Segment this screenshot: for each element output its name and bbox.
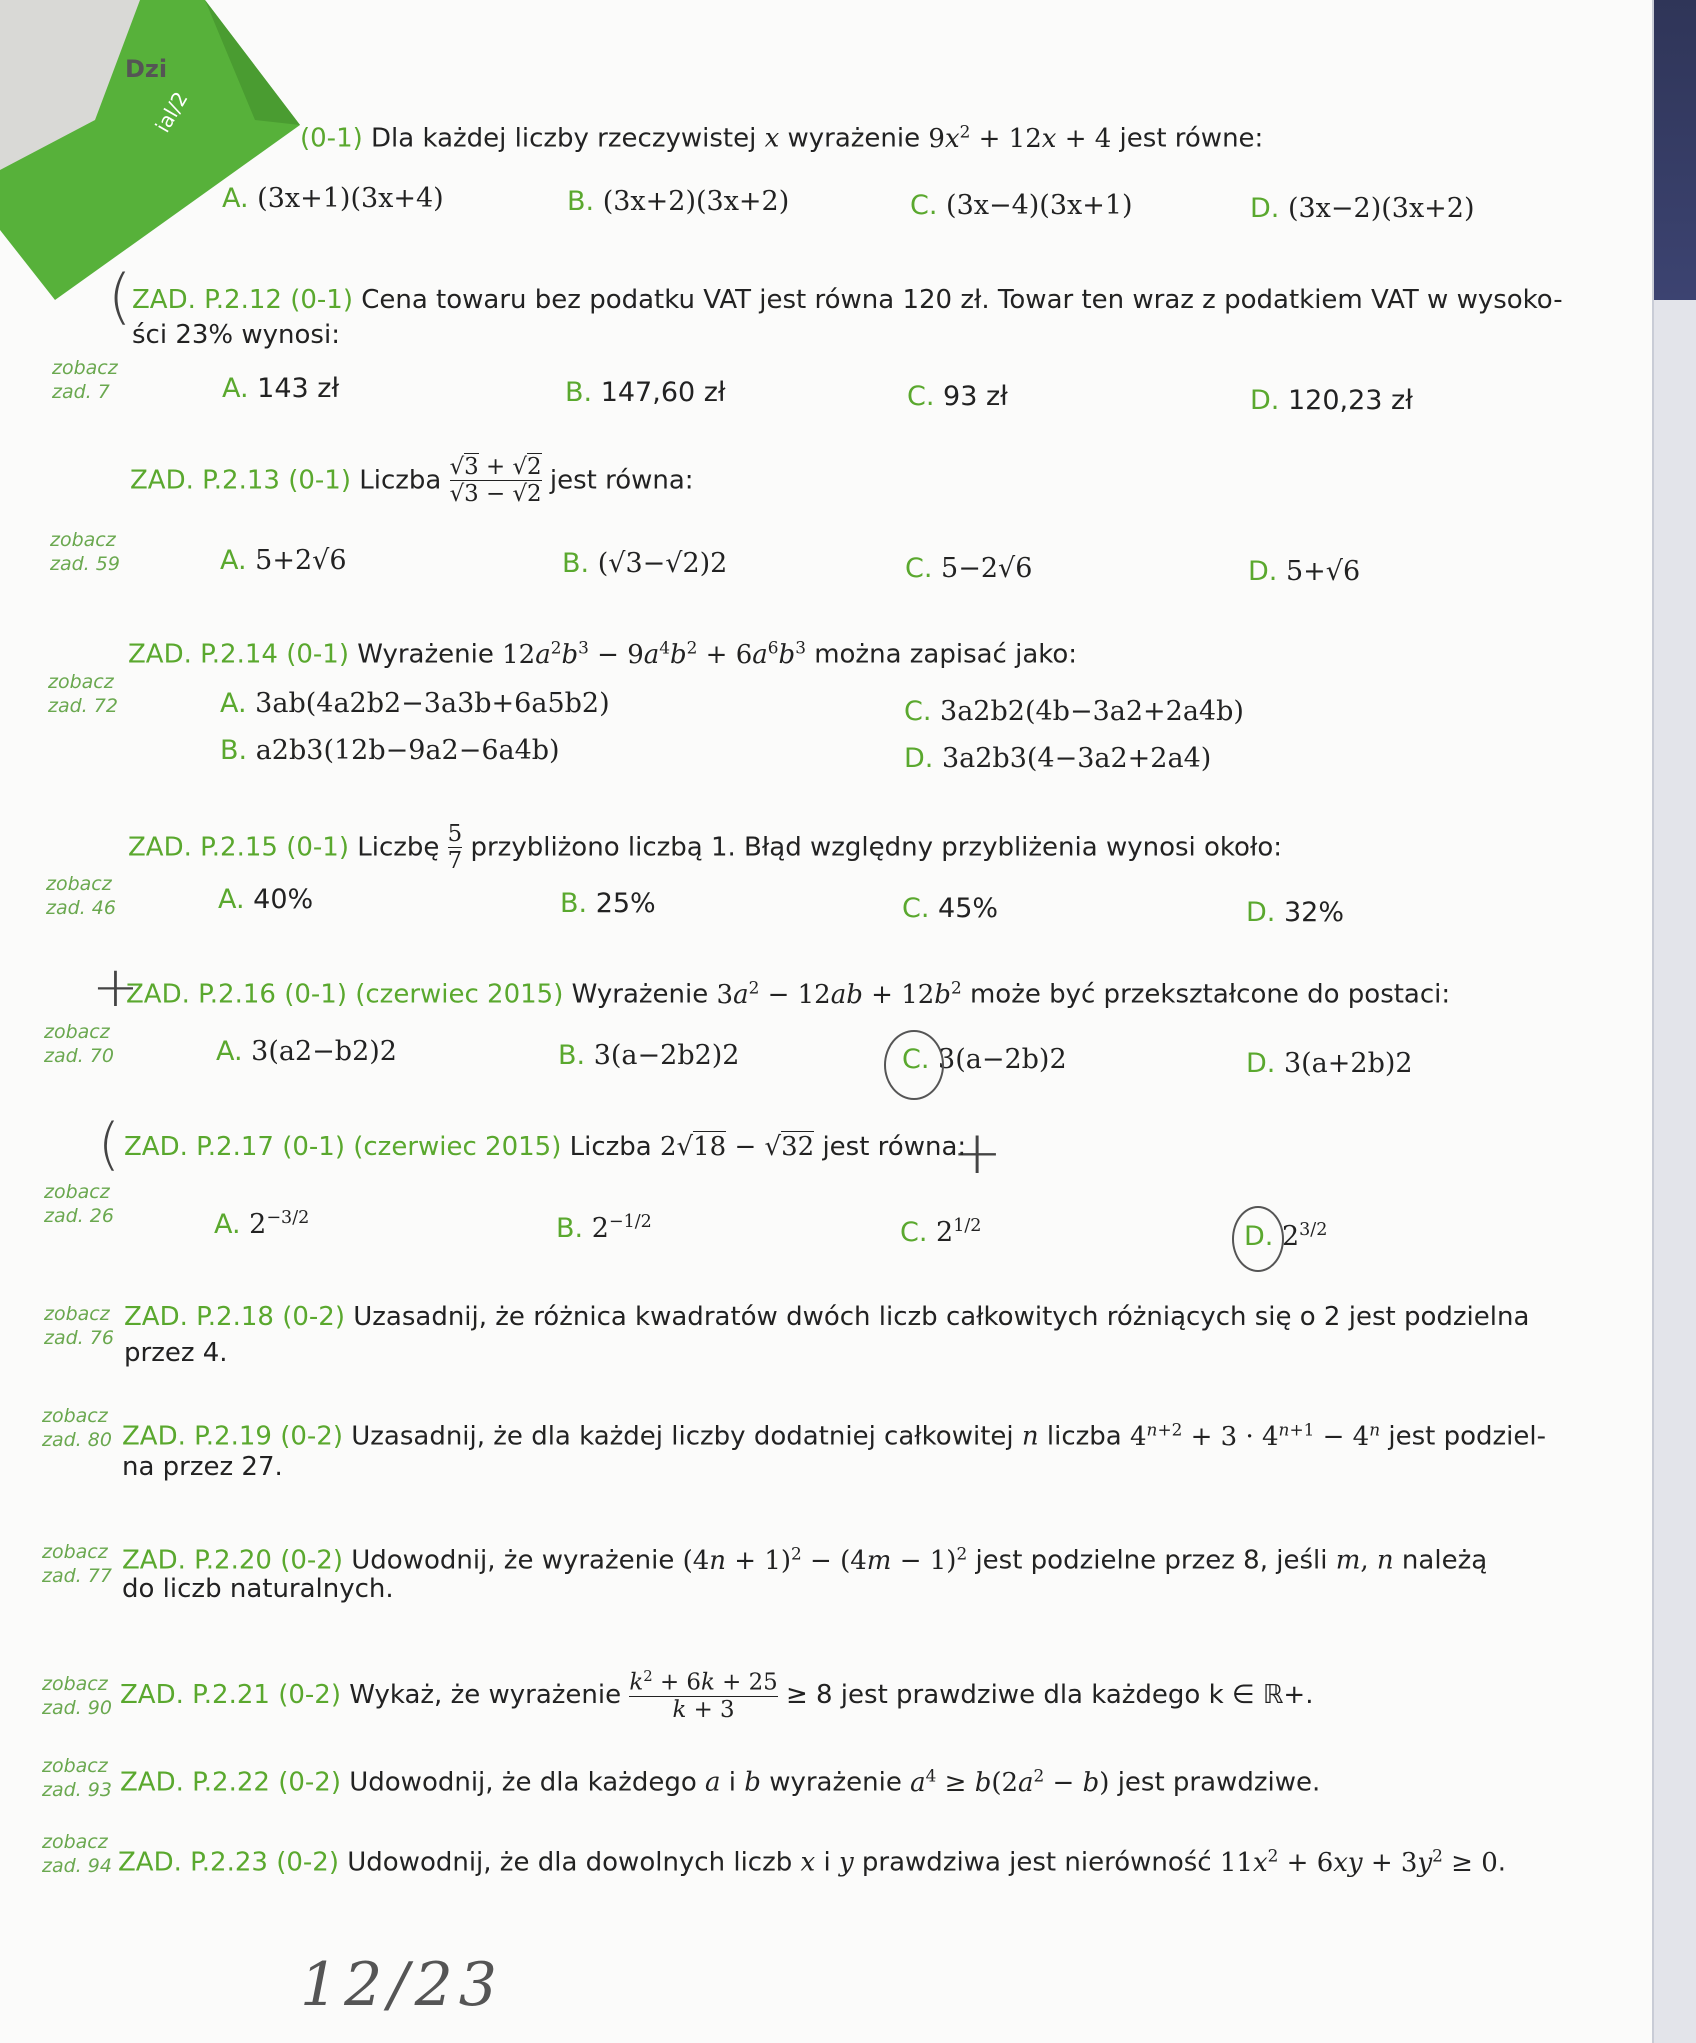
task-17-source: (czerwiec 2015) <box>353 1132 562 1162</box>
pen-plus-mark-16: + <box>92 955 139 1020</box>
task-16-points: (0-1) <box>284 979 347 1010</box>
corner-header-text: Dzi <box>125 55 168 83</box>
task-19-question: ZAD. P.2.19 (0-2) Uzasadnij, że dla każdej liczby dodatniej całkowitej n liczba $4^{n+2} + 3 \cdot 4^{n+1} - 4^n$ jest podziel- <box>122 1419 1546 1452</box>
task-14-answer-c[interactable]: C. 3a2b2(4b−3a2+2a4b) <box>904 696 1244 727</box>
task-16-code: ZAD. P.2.16 <box>126 979 276 1010</box>
task-22-points: (0-2) <box>278 1767 341 1798</box>
task-19-code: ZAD. P.2.19 <box>122 1421 272 1452</box>
task-18-line2: przez 4. <box>124 1338 228 1368</box>
task-23-question: ZAD. P.2.23 (0-2) Udowodnij, że dla dowolnych liczb x i y prawdziwa jest nierówność $11x^2 + 6xy + 3y^2 \ge 0$. <box>118 1845 1507 1878</box>
task-22-code: ZAD. P.2.22 <box>120 1767 270 1798</box>
task-15-fraction: $\frac{5}{7}$ <box>447 821 463 875</box>
task-14-question: ZAD. P.2.14 (0-1) Wyrażenie $12a^2b^3 - 9a^4b^2 + 6a^6b^3$ można zapisać jako: <box>128 637 1078 670</box>
pen-mark-17: ( <box>98 1112 120 1177</box>
task-13-answer-c[interactable]: C. 5−2√6 <box>905 553 1033 584</box>
page-edge-strip <box>1654 0 1696 2043</box>
task-16-answer-a[interactable]: A. 3(a2−b2)2 <box>216 1036 397 1067</box>
task-12-line2: ści 23% wynosi: <box>132 320 340 350</box>
task-16-answer-b[interactable]: B. 3(a−2b2)2 <box>558 1040 740 1071</box>
task-13-fraction: $\frac{√3 + √2}{√3 - √2}$ <box>449 454 542 508</box>
task-11-answer-d[interactable]: D. (3x−2)(3x+2) <box>1250 193 1475 224</box>
task-17-code: ZAD. P.2.17 <box>124 1132 274 1162</box>
task-12-answer-c[interactable]: C. 93 zł <box>907 381 1008 412</box>
task-15-pre: Liczbę <box>357 832 440 863</box>
task-17-points: (0-1) <box>282 1132 345 1162</box>
task-14-code: ZAD. P.2.14 <box>128 639 278 670</box>
task-18-see-note: zobacz zad. 76 <box>44 1303 114 1349</box>
task-20-see-note: zobacz zad. 77 <box>42 1541 112 1587</box>
task-11-answer-b[interactable]: B. (3x+2)(3x+2) <box>567 186 790 217</box>
pen-mark-12: ( <box>108 262 132 332</box>
task-13-post: jest równa: <box>549 465 694 496</box>
task-21-post: ≥ 8 jest prawdziwe dla każdego k ∈ ℝ+. <box>785 1679 1314 1710</box>
task-14-answer-a[interactable]: A. 3ab(4a2b2−3a3b+6a5b2) <box>220 688 610 719</box>
task-21-code: ZAD. P.2.21 <box>120 1679 270 1710</box>
circled-answer-16 <box>884 1030 944 1100</box>
task-19-points: (0-2) <box>280 1421 343 1452</box>
task-11-answer-a[interactable]: A. (3x+1)(3x+4) <box>222 183 444 214</box>
task-16-see-note: zobacz zad. 70 <box>44 1021 114 1067</box>
task-22-see-note: zobacz zad. 93 <box>42 1755 112 1801</box>
task-21-fraction: $\frac{k^2 + 6k + 25}{k + 3}$ <box>629 1667 778 1723</box>
task-22-question: ZAD. P.2.22 (0-2) Udowodnij, że dla każdego a i b wyrażenie $a^4 \ge b(2a^2 - b)$ jest prawdziwe. <box>120 1765 1321 1798</box>
task-15-points: (0-1) <box>286 832 349 863</box>
task-19-see-note: zobacz zad. 80 <box>42 1405 112 1451</box>
task-15-answer-b[interactable]: B. 25% <box>560 888 656 919</box>
task-17-see-note: zobacz zad. 26 <box>44 1181 114 1227</box>
circled-answer-17 <box>1232 1206 1284 1272</box>
task-18-question <box>124 1300 1529 1334</box>
task-15-answer-c[interactable]: C. 45% <box>902 893 999 924</box>
task-20-question: ZAD. P.2.20 (0-2) Udowodnij, że wyrażenie $(4n + 1)^2 - (4m - 1)^2$ jest podzielne przez 8, jeśli m, n należą <box>122 1543 1488 1576</box>
task-16-answer-c[interactable]: C. 3(a−2b)2 <box>902 1044 1067 1075</box>
task-12-points: (0-1) <box>290 285 353 315</box>
handwritten-score: 12/23 <box>300 1950 503 2020</box>
task-23-points: (0-2) <box>276 1847 339 1878</box>
task-15-code: ZAD. P.2.15 <box>128 832 278 863</box>
task-14-see-note: zobacz zad. 72 <box>48 671 118 717</box>
task-17-answer-d[interactable]: D. $2^{3/2}$ <box>1244 1220 1328 1252</box>
task-17-question: ZAD. P.2.17 (0-1) (czerwiec 2015) Liczba 2√18 − √32 jest równa: <box>124 1132 967 1162</box>
task-14-answer-b[interactable]: B. a2b3(12b−9a2−6a4b) <box>220 735 560 766</box>
task-12-code: ZAD. P.2.12 <box>132 285 282 315</box>
task-13-answer-a[interactable]: A. 5+2√6 <box>220 545 347 576</box>
task-19-line2: na przez 27. <box>122 1452 283 1482</box>
task-14-answer-d[interactable]: D. 3a2b3(4−3a2+2a4) <box>904 743 1212 774</box>
task-12-question <box>132 283 1563 317</box>
task-12-answer-d[interactable]: D. 120,23 zł <box>1250 385 1413 416</box>
task-20-code: ZAD. P.2.20 <box>122 1545 272 1576</box>
task-16-answer-d[interactable]: D. 3(a+2b)2 <box>1246 1048 1413 1079</box>
task-12-answer-a[interactable]: A. 143 zł <box>222 373 340 404</box>
task-11-points: (0-1) <box>300 123 363 154</box>
task-15-see-note: zobacz zad. 46 <box>46 873 116 919</box>
task-16-question: ZAD. P.2.16 (0-1) (czerwiec 2015) Wyrażenie $3a^2 - 12ab + 12b^2$ może być przekształcone do postaci: <box>126 977 1451 1010</box>
task-21-points: (0-2) <box>278 1679 341 1710</box>
task-13-code: ZAD. P.2.13 <box>130 465 280 496</box>
task-17-answer-c[interactable]: C. $2^{1/2}$ <box>900 1216 982 1248</box>
task-13-see-note: zobacz zad. 59 <box>50 529 120 575</box>
task-11-answer-c[interactable]: C. (3x−4)(3x+1) <box>910 190 1133 221</box>
task-21-see-note: zobacz zad. 90 <box>42 1673 112 1719</box>
task-16-source: (czerwiec 2015) <box>355 979 564 1010</box>
task-15-answer-d[interactable]: D. 32% <box>1246 897 1344 928</box>
task-21-pre: Wykaż, że wyrażenie <box>349 1679 622 1710</box>
task-17-answer-b[interactable]: B. $2^{-1/2}$ <box>556 1212 652 1244</box>
pen-plus-mark-17: + <box>952 1118 1003 1188</box>
task-12-see-note: zobacz zad. 7 <box>52 357 118 403</box>
task-18-points: (0-2) <box>282 1302 345 1332</box>
task-18-line1: Uzasadnij, że różnica kwadratów dwóch liczb całkowitych różniących się o 2 jest podzielna <box>353 1302 1530 1332</box>
task-14-points: (0-1) <box>286 639 349 670</box>
task-18-code: ZAD. P.2.18 <box>124 1302 274 1332</box>
task-11-question: (0-1) Dla każdej liczby rzeczywistej x wyrażenie $9x^2 + 12x + 4$ jest równe: <box>300 121 1264 154</box>
page-edge-line <box>1652 0 1654 2043</box>
task-13-answer-b[interactable]: B. (√3−√2)2 <box>562 548 728 579</box>
task-13-points: (0-1) <box>288 465 351 496</box>
task-13-answer-d[interactable]: D. 5+√6 <box>1248 556 1361 587</box>
task-17-answer-a[interactable]: A. $2^{-3/2}$ <box>214 1208 310 1240</box>
task-21-question <box>120 1668 1313 1723</box>
spine-dark-band <box>1654 0 1696 300</box>
task-15-answer-a[interactable]: A. 40% <box>218 884 314 915</box>
task-12-line1: Cena towaru bez podatku VAT jest równa 120 zł. Towar ten wraz z podatkiem VAT w wysoko- <box>361 285 1563 315</box>
task-20-points: (0-2) <box>280 1545 343 1576</box>
corner-label: ial/2 <box>150 87 193 137</box>
task-20-line2: do liczb naturalnych. <box>122 1574 394 1604</box>
task-12-answer-b[interactable]: B. 147,60 zł <box>565 377 726 408</box>
green-corner-tab <box>0 0 320 300</box>
task-13-question <box>130 455 694 507</box>
task-15-question <box>128 822 1282 874</box>
task-23-code: ZAD. P.2.23 <box>118 1847 268 1878</box>
task-15-post: przybliżono liczbą 1. Błąd względny przybliżenia wynosi około: <box>470 832 1283 863</box>
task-23-see-note: zobacz zad. 94 <box>42 1831 112 1877</box>
task-13-pre: Liczba <box>359 465 442 496</box>
